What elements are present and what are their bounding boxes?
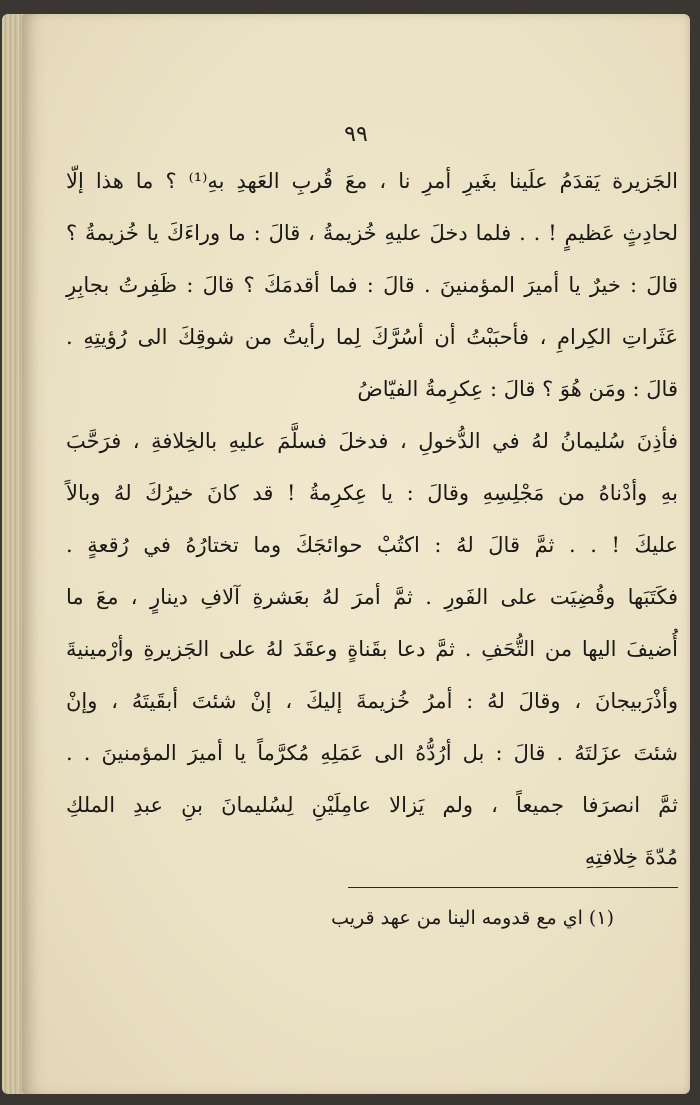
text-line: فكَتَبَها وقُضِيَت على الفَورِ . ثمَّ أمرَ لهُ بعَشرةِ آلافِ دينارٍ ، معَ ما (66, 585, 678, 610)
text-line: أُضيفَ اليها من التُّحَفِ . ثمَّ دعا بقَناةٍ وعقَدَ لهُ على الجَزيرةِ وأرْمينيةَ (66, 637, 678, 662)
footnote-divider (348, 887, 678, 888)
body-text (66, 156, 678, 884)
page-number: ٩٩ (344, 122, 368, 147)
text-line: الجَزيرة يَقدَمُ علَينا بغَيرِ أمرِ نا ، معَ قُربِ العَهدِ بهِ⁽¹⁾ ؟ ما هذا إلّا (66, 169, 678, 194)
text-line: قالَ : خيرٌ يا أميرَ المؤمنينَ . قالَ : فما أقدمَكَ ؟ قالَ : ظَفِرتُ بجابِرِ (66, 273, 678, 298)
text-line: فأذِنَ سُليمانُ لهُ في الدُّخولِ ، فدخلَ فسلَّمَ عليهِ بالخِلافةِ ، فرَحَّبَ (66, 429, 678, 454)
footnote: (١) اي مع قدومه الينا من عهد قريب (331, 907, 614, 929)
text-line: قالَ : ومَن هُوَ ؟ قالَ : عِكرِمةُ الفيّاضُ (357, 377, 678, 402)
text-line: عليكَ ! . . ثمَّ قالَ لهُ : اكتُبْ حوائجَكَ وما تختارُهُ في رُقعةٍ . (66, 533, 678, 558)
page (22, 14, 690, 1094)
text-line: وأذْرَبيجانَ ، وقالَ لهُ : أمرُ خُزيمةَ إليكَ ، إنْ شئتَ أبقَيتَهُ ، وإنْ (66, 689, 678, 714)
text-line: بهِ وأدْناهُ من مَجْلِسِهِ وقالَ : يا عِكرِمةُ ! قد كانَ خيرُكَ لهُ وبالاً (66, 481, 678, 506)
text-line: شئتَ عزَلتَهُ . قالَ : بل أرُدُّهُ الى عَمَلِهِ مُكرَّماً يا أميرَ المؤمنينَ . . (66, 741, 678, 766)
text-line: مُدّةَ خِلافتِهِ (584, 845, 678, 870)
text-line: ثمَّ انصرَفا جميعاً ، ولم يَزالا عامِلَيْنِ لِسُليمانَ بنِ عبدِ الملكِ (66, 793, 678, 818)
text-line: عَثَراتِ الكِرامِ ، فأحبَبْتُ أن أسُرَّكَ لِما رأيتُ من شوقِكَ الى رُؤيتِهِ . (66, 325, 678, 350)
text-line: لحادِثٍ عَظيمٍ ! . . فلما دخلَ عليهِ خُزيمةُ ، قالَ : ما وراءَكَ يا خُزيمةُ ؟ (66, 221, 678, 246)
